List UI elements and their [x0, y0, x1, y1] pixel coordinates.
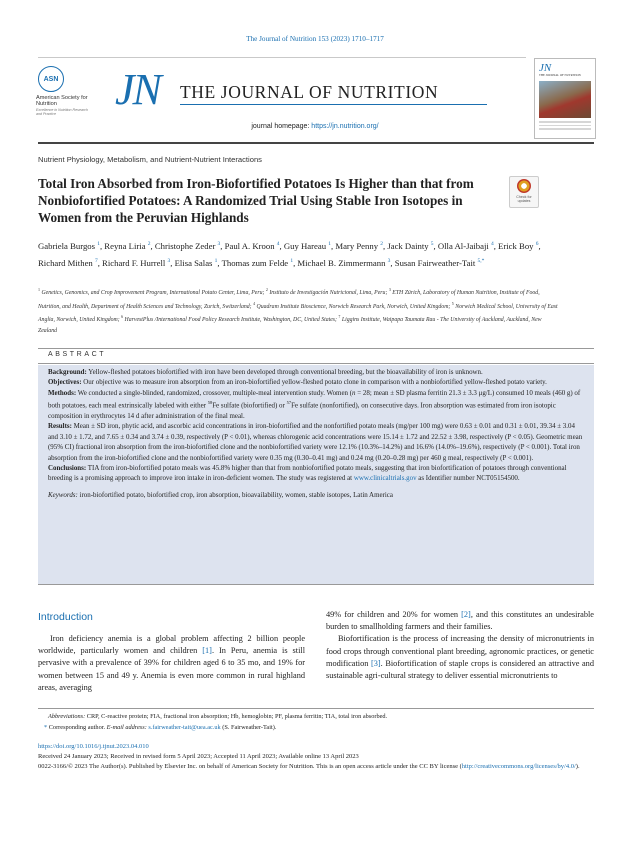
author-name[interactable]: Thomas zum Felde $^1$: [221, 257, 294, 268]
abstract-box: [38, 365, 594, 584]
author-affiliation-marker: 3: [217, 241, 221, 247]
author-affiliation-marker: 1: [97, 241, 100, 247]
author-affiliation-marker: 7: [94, 257, 98, 264]
author-affiliation-marker: 2: [147, 241, 151, 247]
author-affiliation-marker: 1: [214, 257, 218, 264]
ref-1-link[interactable]: [1]: [202, 646, 212, 656]
asn-tagline: Excellence in Nutrition Research and Practice: [36, 108, 88, 117]
author-name[interactable]: Guy Hareau $^1$: [283, 240, 331, 251]
author-affiliation-marker: 6: [535, 241, 539, 247]
cover-title: THE JOURNAL OF NUTRITION: [539, 73, 581, 77]
author-affiliation-marker: 4: [276, 241, 280, 247]
affiliation-text: Norwich Medical School, University of East Anglia, Norwich, United Kingdom;: [38, 303, 558, 323]
author-affiliation-marker: 5: [430, 241, 434, 247]
affiliation-marker: 1: [38, 287, 40, 292]
homepage-link[interactable]: https://jn.nutrition.org/: [311, 123, 379, 130]
ref-2-link[interactable]: [2]: [461, 610, 471, 619]
author-affiliation-marker: 5,*: [477, 257, 485, 264]
jn-logo-mark: JN: [115, 65, 160, 114]
author-name[interactable]: Susan Fairweather-Tait $^{5,*}$: [394, 257, 485, 268]
ref-3-link[interactable]: [3]: [370, 658, 381, 668]
asn-badge-icon: ASN: [38, 66, 64, 92]
abstract-bottom-rule: [38, 584, 594, 585]
license-link[interactable]: http://creativecommons.org/licenses/by/4.0/: [461, 762, 576, 770]
journal-cover-thumbnail[interactable]: [534, 58, 596, 139]
affiliation-marker: 2: [265, 287, 268, 292]
clinicaltrials-link[interactable]: www.clinicaltrials.gov: [353, 474, 417, 483]
footnote-rule: [38, 708, 594, 709]
journal-title-underline: [180, 104, 487, 105]
intro-left-column: Iron deficiency anemia is a global problem affecting 2 billion people worldwide, particularly women and children [1]. In Peru, anemia is still pervasive with a prevalence of 39% for children aged 6 to 35 mo, and 19% for women between 15 and 49 y. Anemia is even more common in rural highland areas, averaging: [38, 634, 305, 692]
cover-text-lines: [539, 121, 591, 132]
cover-photo: [539, 81, 591, 118]
author-list: Gabriela Burgos $^1$, Reyna Liria $^2$, Christophe Zeder $^3$, Paul A. Kroon $^4$, Guy Hareau $^1$, Mary Penny $^2$, Jack Dainty $^5$, Olla Al-Jaibaji $^4$, Erick Boy $^6$, Richard Mithen $^7$, Richard F. Hurrell $^3$, Elisa Salas $^1$, Thomas zum Felde $^1$, Michael B. Zimmermann $^3$, Susan Fairweather-Tait $^{5,*}$: [38, 240, 541, 268]
affiliation-marker: 7: [338, 314, 341, 320]
author-name[interactable]: Elisa Salas $^1$: [174, 257, 218, 268]
license-statement: 0022-3166/© 2023 The Author(s). Published by Elsevier Inc. on behalf of American Society for Nutrition. This is an open access article under the CC BY license (http://creativecommons.org/licenses/by/4.0/).: [38, 762, 580, 770]
author-name[interactable]: Gabriela Burgos $^1$: [38, 240, 100, 251]
author-name[interactable]: Christophe Zeder $^3$: [154, 240, 221, 251]
author-affiliation-marker: 2: [380, 241, 383, 247]
author-name[interactable]: Richard Mithen $^7$: [38, 257, 98, 268]
author-name[interactable]: Paul A. Kroon $^4$: [224, 240, 280, 251]
check-updates-icon: [517, 179, 531, 193]
masthead-rule: [38, 142, 594, 144]
homepage-label: journal homepage:: [251, 123, 312, 130]
journal-title: THE JOURNAL OF NUTRITION: [180, 82, 439, 102]
corresponding-email-link[interactable]: s.fairweather-tait@uea.ac.uk: [148, 723, 221, 731]
abstract-methods: Methods: We conducted a single-blinded, randomized, crossover, multiple-meal intervention study. Women (n = 28; mean ± SD plasma ferritin 21.3 ± 3.3 μg/L) consumed 10 meals (460 g) of both potatoes, each meal extrinsically labeled with either $^{58}$Fe sulfate (biofortified) or $^{57}$Fe sulfate (nonfortified), on consecutive days. Iron absorption was estimated from iron isotopic composition in erythrocytes 14 d after administration of the final meal.: [48, 388, 581, 420]
affiliation-marker: 6: [121, 314, 124, 320]
author-name[interactable]: Michael B. Zimmermann $^3$: [297, 257, 391, 268]
abstract-heading: ABSTRACT: [48, 351, 107, 358]
doi-link[interactable]: https://doi.org/10.1016/j.tjnut.2023.04.010: [38, 743, 149, 750]
asn-logo: [36, 66, 92, 116]
check-updates-label: Check for updates: [516, 195, 532, 203]
introduction-heading: Introduction: [38, 611, 93, 623]
affiliation-text: Liggins Institute, Waipapa Taumata Rau - The University of Auckland, Auckland, New Zealand: [38, 316, 542, 334]
abstract-objectives: Objectives: Our objective was to measure iron absorption from an iron-biofortified yellow-fleshed potato clone in comparison with a nonbiofortified yellow-fleshed potato variety.: [48, 378, 547, 387]
affiliation-text: Instituto de Investigación Nutricional, Lima, Peru;: [269, 289, 388, 296]
footnotes: [44, 712, 588, 733]
received-dates: Received 24 January 2023; Received in revised form 5 April 2023; Accepted 11 April 2023; Available online 13 April 2023: [38, 752, 359, 760]
affiliation-text: HarvestPlus /International Food Policy Research Institute, Washington, DC, United States;: [124, 316, 337, 323]
author-affiliation-marker: 4: [490, 241, 494, 247]
author-name[interactable]: Richard F. Hurrell $^3$: [102, 257, 171, 268]
abstract-background: Background: Yellow-fleshed potatoes biofortified with iron have been developed through conventional breeding, but the bioavailability of iron is unknown.: [48, 368, 483, 376]
affiliation-marker: 3: [388, 287, 391, 292]
publication-info: [38, 742, 598, 771]
author-affiliation-marker: 1: [290, 257, 294, 264]
affiliation-text: Quadram Institute Bioscience, Norwich Research Park, Norwich, United Kingdom;: [256, 303, 451, 310]
article-title: Total Iron Absorbed from Iron-Biofortified Potatoes Is Higher than that from Nonbiofortified Potatoes: A Randomized Trial Using Stable Iron Isotopes in Women from the Peruvian Highlands: [38, 176, 474, 225]
abstract-top-rule: [38, 348, 594, 349]
abbreviations-footnote: Abbreviations: CRP, C-reactive protein; FIA, fractional iron absorption; Hb, hemoglobin; PF, plasma ferritin; TIA, total iron absorbed.: [48, 713, 388, 720]
intro-right-column: 49% for children and 20% for women [2], and this constitutes an undesirable burden to smallholding farmers and their families. Biofortification is the process of increasing the density of micronutrients in food crops through conventional plant breeding, agronomic practices, or genetic modification [3]. Biofortification of staple crops is considered an attractive and sustainable agri-cultural strategy to deliver essential micronutrients to: [326, 610, 594, 681]
author-name[interactable]: Reyna Liria $^2$: [104, 240, 151, 251]
header-divider: [38, 57, 526, 58]
affiliation-marker: 4: [253, 300, 256, 306]
affiliation-text: ETH Zürich, Laboratory of Human Nutrition, Institute of Food, Nutrition, and Health, Department of Health Sciences and Technology, Zurich, Switzerland;: [38, 289, 540, 310]
affiliation-marker: 5: [451, 300, 454, 306]
abstract-results: Results: Mean ± SD iron, phytic acid, and ascorbic acid concentrations in iron-biofortified and the nonfortified potato meals (mg/per 100 mg) were 0.63 ± 0.01 and 0.31 ± 0.01, 39.34 ± 3.04 and 3.10 ± 1.72, and 7.65 ± 0.34 and 3.74 ± 0.39, respectively (P < 0.01), whereas chlorogenic acid concentrations were 15.14 ± 1.72 and 22.52 ± 3.98, respectively (P < 0.05). Geometric mean (95% CI) fractional iron absorption from the iron-biofortified clone and the nonbiofortified variety were 12.1% (10.3%–14.2%) and 16.6% (14.0%–19.6%), respectively (P < 0.001). Total iron absorption from the iron-biofortified clone and the nonbiofortified variety were 0.35 mg (0.30–0.41 mg) and 0.24 mg (0.20–0.28 mg) per 460 g meal, respectively (P < 0.001).: [48, 422, 583, 462]
affiliation-text: Genetics, Genomics, and Crop Improvement Program, International Potato Center, Lima, Peru;: [41, 289, 265, 296]
author-name[interactable]: Mary Penny $^2$: [335, 240, 383, 251]
author-affiliation-marker: 3: [167, 257, 171, 264]
check-for-updates-button[interactable]: [509, 176, 539, 208]
author-affiliation-marker: 3: [387, 257, 391, 264]
article-section: Nutrient Physiology, Metabolism, and Nutrient-Nutrient Interactions: [38, 155, 262, 164]
affiliations: [38, 285, 558, 336]
corresponding-author-footnote: * Corresponding author. E-mail address: s.fairweather-tait@uea.ac.uk (S. Fairweather-Tait).: [44, 723, 277, 731]
author-name[interactable]: Olla Al-Jaibaji $^4$: [437, 240, 494, 251]
abstract-conclusions: Conclusions: TIA from iron-biofortified potato meals was 45.8% higher than that from nonbiofortified potato meals, suggesting that iron biofortification of potatoes through conventional breeding is a promising approach to improve iron intake in iron-deficient women. The study was registered at www.clinicaltrials.gov as Identifier number NCT05154500.: [48, 463, 567, 483]
author-affiliation-marker: 1: [328, 241, 331, 247]
abstract-keywords: Keywords: iron-biofortified potato, biofortified crop, iron absorption, bioavailability, women, stable isotopes, Latin America: [48, 490, 393, 499]
author-name[interactable]: Jack Dainty $^5$: [387, 240, 434, 251]
abstract-heading-rule: [38, 363, 594, 364]
asn-name: American Society for Nutrition: [36, 95, 88, 108]
author-name[interactable]: Erick Boy $^6$: [498, 240, 539, 251]
journal-citation[interactable]: The Journal of Nutrition 153 (2023) 1710–1717: [246, 35, 384, 43]
cover-mark: JN: [539, 62, 552, 74]
